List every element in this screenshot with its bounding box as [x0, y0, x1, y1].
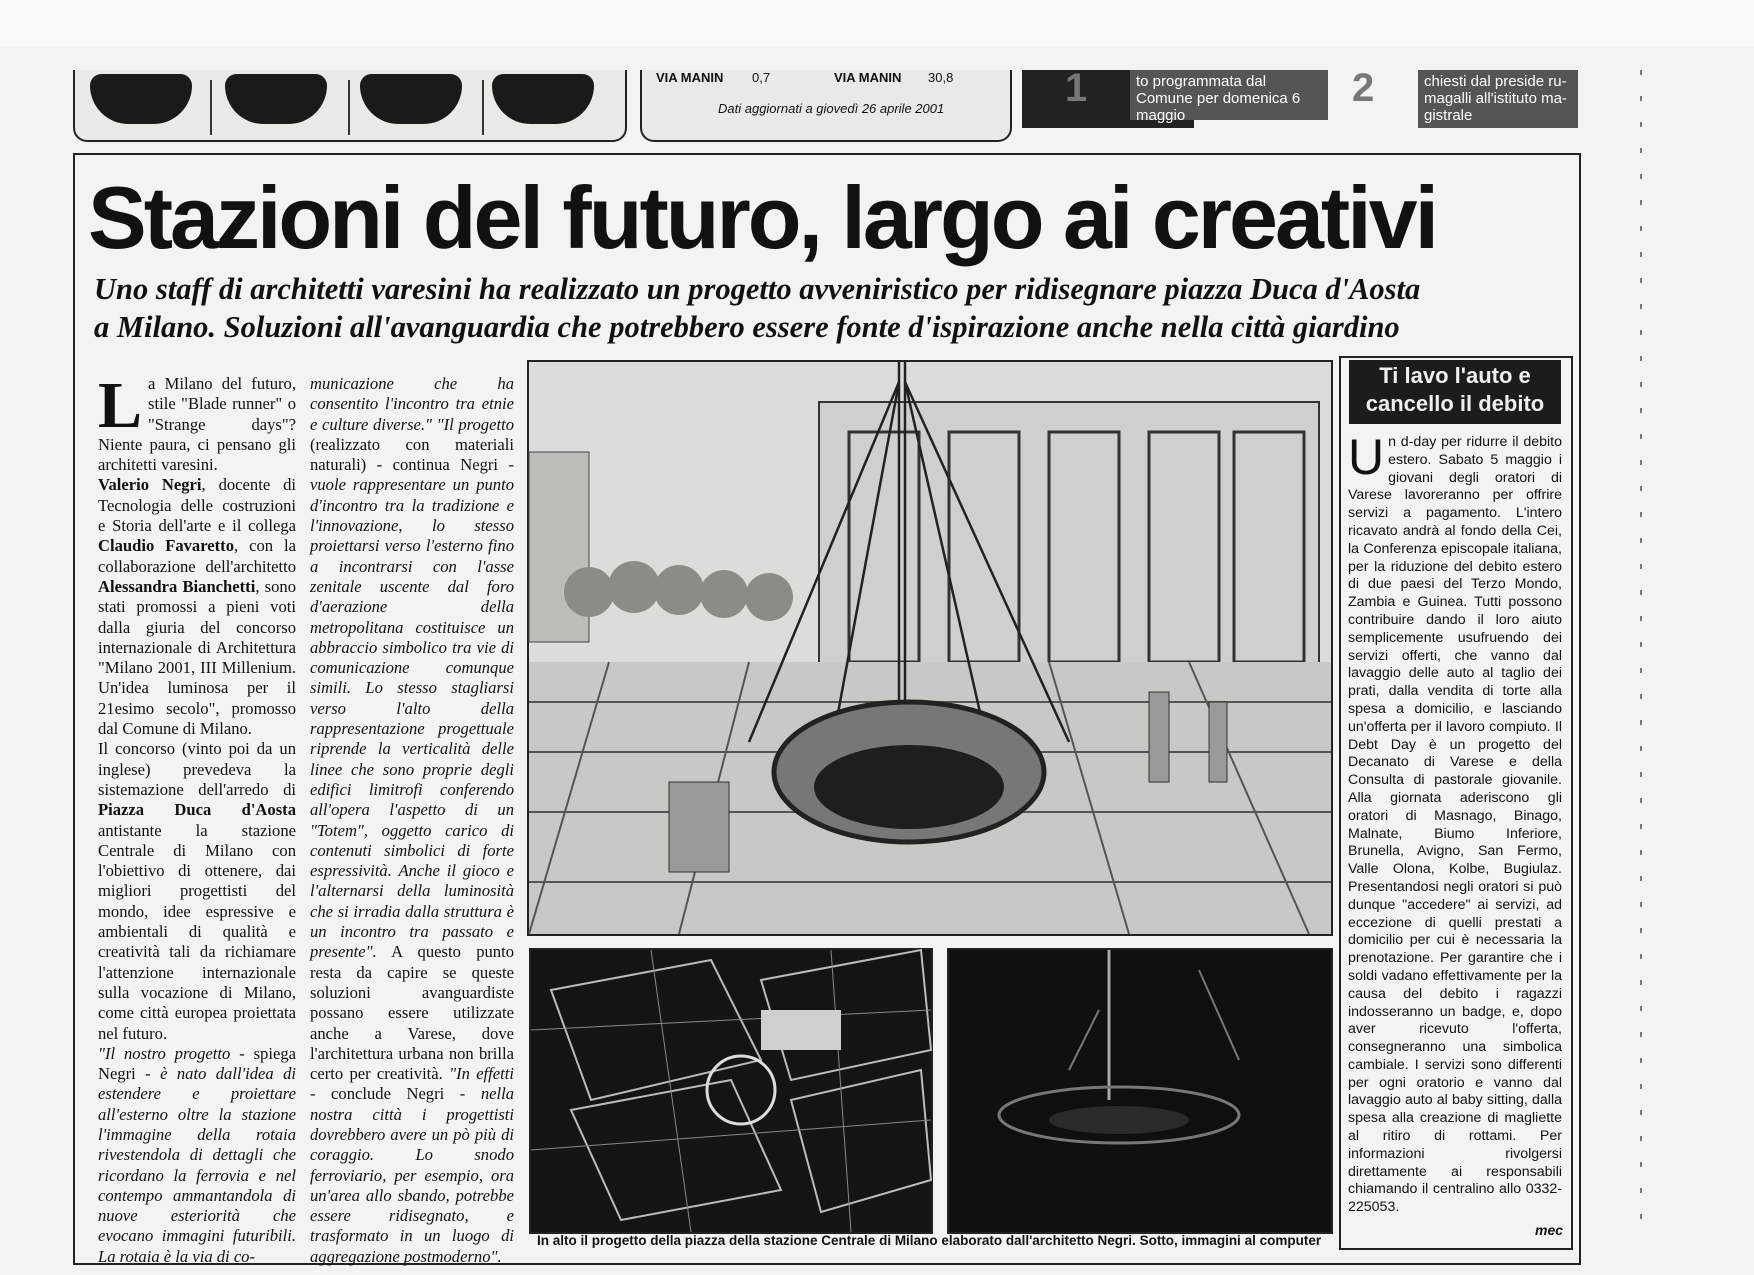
paragraph: [98, 369, 296, 475]
sidebar-title-line: Ti lavo l'auto e: [1379, 363, 1531, 388]
photo-caption: In alto il progetto della piazza della stazione Centrale di Milano elaborato dall'architetto Negri. Sotto, immagini al computer: [537, 1233, 1322, 1248]
paragraph: [98, 475, 296, 739]
subheadline: [94, 270, 1574, 346]
station-value: 30,8: [928, 70, 954, 85]
text: , sono stati promossi a pieni voti dalla giuria del concorso internazionale di Architettura "Milano 2001, III Millenium. Un'idea luminosa per il 21esimo secolo", promosso dal Comune di Milano.: [98, 576, 296, 739]
author-signature: mec: [1535, 1222, 1564, 1238]
fold-line: [1640, 70, 1642, 1230]
quote: municazione che ha consentito l'incontro tra etnie e culture diverse." "Il progetto: [310, 374, 514, 434]
dropcap: U: [1348, 429, 1385, 485]
paragraph: [310, 374, 514, 1267]
sidebar-body: [1348, 429, 1562, 1229]
tease-number: 1: [1065, 66, 1088, 110]
article-column-1: [98, 369, 296, 1266]
headline: Stazioni del futuro, largo ai creativi: [88, 168, 1437, 267]
subheadline-line: a Milano. Soluzioni all'avanguardia che potrebbero essere fonte d'ispirazione anche nella città giardino: [94, 310, 1400, 344]
scan-margin: [0, 0, 1754, 46]
text: Il concorso (vinto poi da un inglese) prevedeva la sistemazione dell'arredo di: [98, 739, 296, 799]
subheadline-line: Uno staff di architetti varesini ha realizzato un progetto avveniristico per ridisegnare piazza Duca d'Aosta: [94, 272, 1421, 306]
text: , docente di Tecnologia delle costruzioni e Storia dell'arte e il collega: [98, 475, 296, 536]
divider: [348, 80, 350, 135]
sidebar-title-line: cancello il debito: [1365, 391, 1545, 416]
paragraph: [98, 1044, 296, 1267]
update-date: Dati aggiornati a giovedì 26 aprile 2001: [718, 101, 945, 116]
tease-number: 2: [1352, 66, 1375, 110]
text: (realizzato con materiali naturali) - continua Negri -: [310, 434, 514, 475]
computer-render-left: [529, 948, 933, 1234]
station-label: VIA MANIN: [834, 70, 902, 85]
article-column-2: [310, 374, 515, 1266]
text: A questo punto resta da capire se queste soluzioni avanguardiste possano essere utilizzate anche a Varese, dove l'architettura urbana non brilla certo per creatività.: [310, 942, 514, 1084]
sidebar-text: n d-day per ridurre il debito estero. Sabato 5 maggio i giovani degli oratori di Varese lavoreranno per offrire servizi a pagamento. L'intero ricavato andrà al fondo della Cei, la Conferenza episcopale italiana, per la riduzione del debito estero di due paesi del Terzo Mondo, Zambia e Guinea. Tutti possono contribuire dando il loro aiuto semplicemente usufruendo dei servizi offerti, che vanno dal lavaggio delle auto al taglio dei prati, dalla vendita di torte alla spesa a domicilio, e lasciando un'offerta per il lavoro compiuto. Il Debt Day è un progetto del Decanato di Varese e della Consulta di pastorale giovanile. Alla giornata aderiscono gli oratori di Masnago, Binago, Malnate, Biumo Inferiore, Brunella, Avigno, San Fermo, Valle Olona, Kolbe, Bugiulaz. Presentandosi negli oratori si può dunque "accedere" ai servizi, ad eccezione di quelli prestati a domicilio per cui è necessaria la prenotazione. Per garantire che i soldi vadano effettivamente per la causa del debito i ragazzi indosseranno un badge, e, dopo aver ricevuto l'offerta, consegneranno una simbolica cambiale. I servizi sono differenti per ogni oratorio e vanno dal lavaggio auto al baby sitting, dalla spesa alla creazione di magliette al ritiro di rottami. Per informazioni rivolgersi direttamente ai responsabili chiamando il centralino allo 0332-225053.: [1348, 434, 1562, 1216]
paragraph: [98, 739, 296, 1043]
place-name: Piazza Duca d'Aosta: [98, 800, 296, 820]
tease-text: chiesti dal preside ru-magalli all'istituto ma-gistrale: [1418, 70, 1578, 128]
tease-text: to programmata dal Comune per domenica 6 maggio: [1130, 70, 1328, 120]
quote: è nato dall'idea di estendere e proiettare all'esterno oltre la stazione l'immagine della rotaia rivestendola di dettagli che ricordano la ferrovia e nel contempo ammantandola di nuove esteriorità che evocano immagini futuribili. La rotaia è la via di co-: [98, 1064, 296, 1266]
text: - conclude Negri -: [310, 1084, 466, 1104]
quote: "Il nostro progetto: [98, 1043, 231, 1063]
quote: vuole rappresentare un punto d'incontro tra la tradizione e l'innovazione, lo stesso proiettarsi verso l'esterno fino a incontrarsi con l'asse zenitale uscente dal foro d'aerazione della metropolitana costituisce un abbraccio simbolico tra vie di comunicazione comunque simili. Lo stesso stagliarsi verso l'alto della rappresentazione progettuale riprende la verticalità delle linee che sono proprie degli edifici limitrofi conferendo all'opera l'aspetto di un "Totem", oggetto carico di contenuti simbolici di forte espressività. Anche il gioco e l'alternarsi della luminosità che si irradia dalla struttura è un incontro tra passato e presente".: [310, 475, 514, 962]
sidebar-title: [1349, 360, 1561, 424]
text: - spiega Negri -: [98, 1043, 296, 1084]
person-name: Valerio Negri: [98, 475, 202, 495]
person-name: Claudio Favaretto: [98, 536, 235, 556]
divider: [210, 80, 212, 135]
station-value: 0,7: [752, 70, 771, 85]
person-name: Alessandra Bianchetti: [98, 576, 256, 596]
text: a Milano del futuro, stile "Blade runner" o "Strange days"? Niente paura, ci pensano gli architetti varesini.: [98, 374, 296, 475]
station-label: VIA MANIN: [656, 70, 724, 85]
text: , con la collaborazione dell'architetto: [98, 536, 296, 576]
project-illustration: [527, 360, 1333, 936]
text: antistante la stazione Centrale di Milano con l'obiettivo di ottenere, dai migliori progettisti del mondo, idee espressive e ambientali di qualità e creatività tali da richiamare l'attenzione internazionale sulla vocazione di Milano, come città europea proiettata nel futuro.: [98, 820, 296, 1043]
dropcap: L: [98, 369, 143, 442]
quote: "In effetti: [449, 1064, 514, 1084]
divider: [482, 80, 484, 135]
computer-render-right: [947, 948, 1333, 1234]
quote: nella nostra città i progettisti dovrebbero avere un pò più di coraggio. Lo snodo ferroviario, per esempio, ora un'area allo sbando, potrebbe essere ridisegnato, e trasformato in un luogo di aggregazione postmoderno".: [310, 1084, 515, 1266]
